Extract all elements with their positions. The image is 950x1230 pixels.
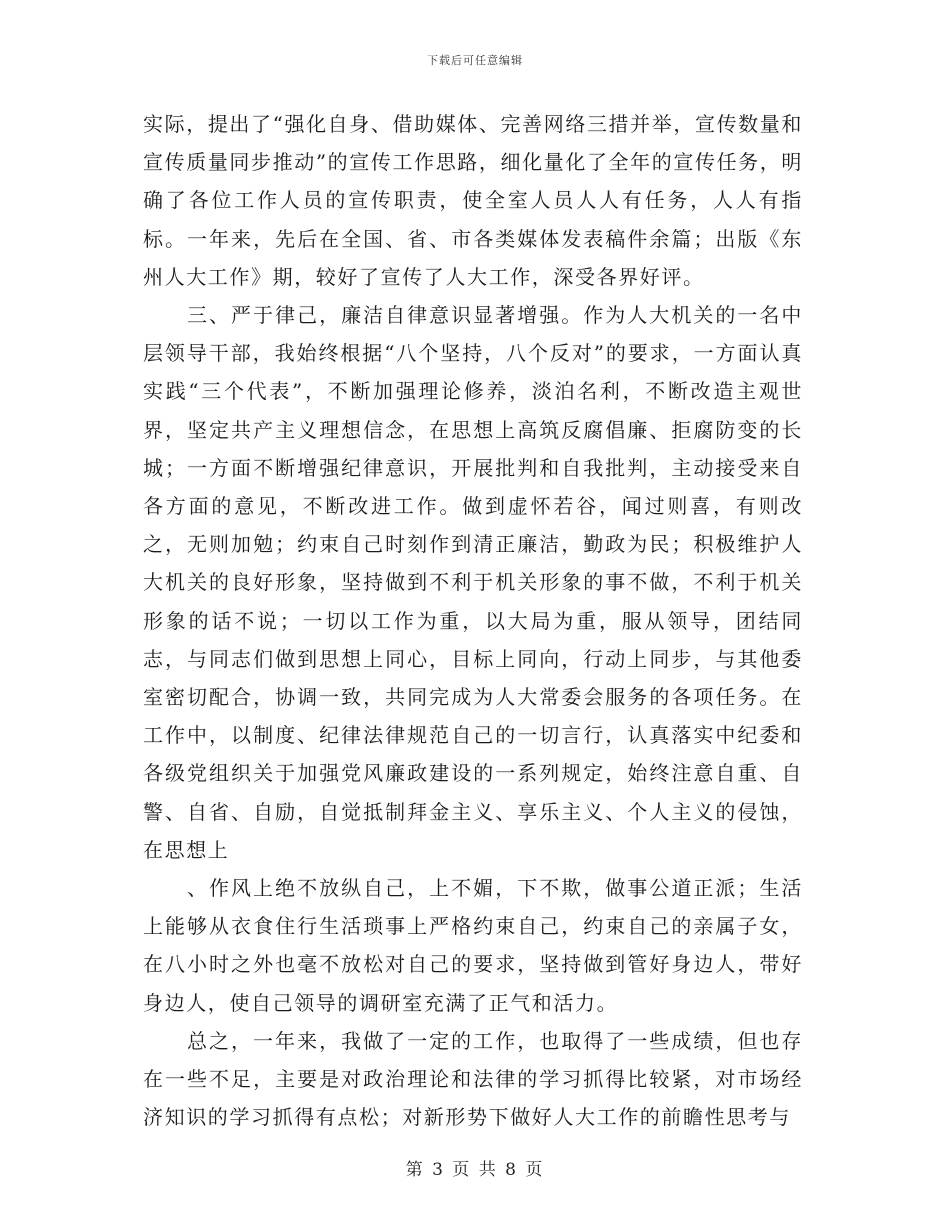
- header-note: 下载后可任意编辑: [427, 54, 523, 67]
- paragraph-summary: 总之，一年来，我做了一定的工作，也取得了一些成绩，但也存在一些不足，主要是对政治理论和法律的学习抓得比较紧，对市场经济知识的学习抓得有点松；对新形势下做好人大工作的前瞻性思考与: [143, 1028, 803, 1130]
- document-body: [143, 105, 803, 1136]
- paragraph-work-style: 、作风上绝不放纵自己，上不媚，下不欺，做事公道正派；生活上能够从衣食住行生活琐事上严格约束自己，约束自己的亲属子女，在八小时之外也毫不放松对自己的要求，坚持做到管好身边人，带好身边人，使自己领导的调研室充满了正气和活力。: [143, 876, 803, 1015]
- page-number: 第 3 页 共 8 页: [405, 1160, 545, 1180]
- paragraph-self-discipline: 三、严于律己，廉洁自律意识显著增强。作为人大机关的一名中层领导干部，我始终根据“八个坚持，八个反对”的要求，一方面认真实践“三个代表”，不断加强理论修养，淡泊名利，不断改造主观世界，坚定共产主义理想信念，在思想上高筑反腐倡廉、拒腐防变的长城；一方面不断增强纪律意识，开展批判和自我批判，主动接受来自各方面的意见，不断改进工作。做到虚怀若谷，闻过则喜，有则改之，无则加勉；约束自己时刻作到清正廉洁，勤政为民；积极维护人大机关的良好形象，坚持做到不利于机关形象的事不做，不利于机关形象的话不说；一切以工作为重，以大局为重，服从领导，团结同志，与同志们做到思想上同心，目标上同向，行动上同步，与其他委室密切配合，协调一致，共同完成为人大常委会服务的各项任务。在工作中，以制度、纪律法律规范自己的一切言行，认真落实中纪委和各级党组织关于加强党风廉政建设的一系列规定，始终注意自重、自警、自省、自励，自觉抵制拜金主义、享乐主义、个人主义的侵蚀，在思想上: [143, 303, 803, 862]
- paragraph-publicity: 实际，提出了“强化自身、借助媒体、完善网络三措并举，宣传数量和宣传质量同步推动”的宣传工作思路，细化量化了全年的宣传任务，明确了各位工作人员的宣传职责，使全室人员人人有任务，人人有指标。一年来，先后在全国、省、市各类媒体发表稿件余篇；出版《东州人大工作》期，较好了宣传了人大工作，深受各界好评。: [143, 112, 803, 289]
